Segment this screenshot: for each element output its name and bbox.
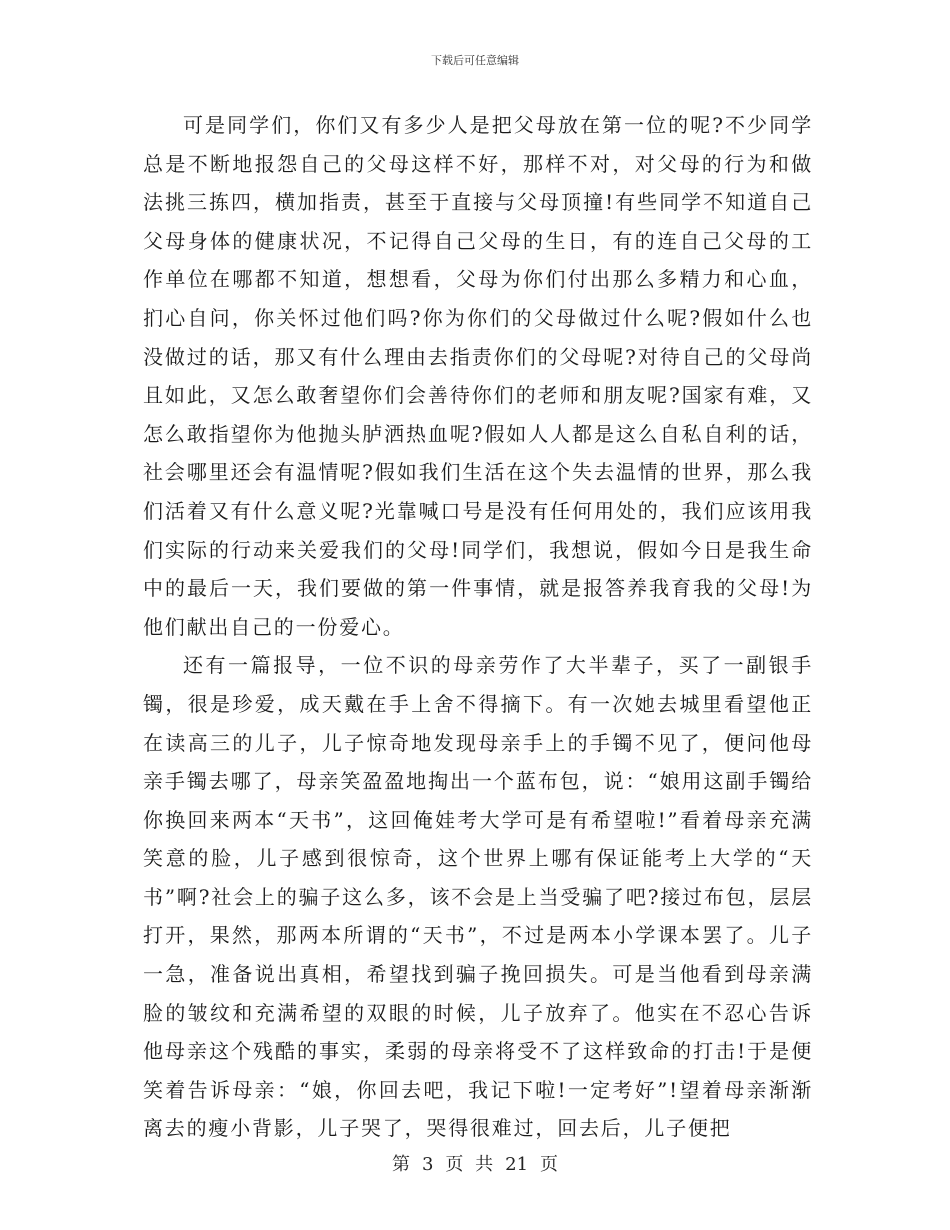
- document-body: [143, 106, 813, 1148]
- page-footer: [0, 1150, 950, 1176]
- footer-prefix: 第: [391, 1154, 410, 1175]
- paragraph-2: 还有一篇报导，一位不识的母亲劳作了大半辈子，买了一副银手镯，很是珍爱，成天戴在手上舍不得摘下。有一次她去城里看望他正在读高三的儿子，儿子惊奇地发现母亲手上的手镯不见了，便问他母亲手镯去哪了，母亲笑盈盈地掏出一个蓝布包，说：“娘用这副手镯给你换回来两本“天书”，这回俺娃考大学可是有希望啦!”看着母亲充满笑意的脸，儿子感到很惊奇，这个世界上哪有保证能考上大学的“天书”啊?社会上的骗子这么多，该不会是上当受骗了吧?接过布包，层层打开，果然，那两本所谓的“天书”，不过是两本小学课本罢了。儿子一急，准备说出真相，希望找到骗子挽回损失。可是当他看到母亲满脸的皱纹和充满希望的双眼的时候，儿子放弃了。他实在不忍心告诉他母亲这个残酷的事实，柔弱的母亲将受不了这样致命的打击!于是便笑着告诉母亲：“娘，你回去吧，我记下啦!一定考好”!望着母亲渐渐离去的瘦小背影，儿子哭了，哭得很难过，回去后，儿子便把: [143, 653, 813, 1141]
- paragraph-1: 可是同学们，你们又有多少人是把父母放在第一位的呢?不少同学总是不断地报怨自己的父母这样不好，那样不对，对父母的行为和做法挑三拣四，横加指责，甚至于直接与父母顶撞!有些同学不知道自己父母身体的健康状况，不记得自己父母的生日，有的连自己父母的工作单位在哪都不知道，想想看，父母为你们付出那么多精力和心血，扪心自问，你关怀过他们吗?你为你们的父母做过什么呢?假如什么也没做过的话，那又有什么理由去指责你们的父母呢?对待自己的父母尚且如此，又怎么敢奢望你们会善待你们的老师和朋友呢?国家有难，又怎么敢指望你为他抛头胪洒热血呢?假如人人都是这么自私自利的话，社会哪里还会有温情呢?假如我们生活在这个失去温情的世界，那么我们活着又有什么意义呢?光靠喊口号是没有任何用处的，我们应该用我们实际的行动来关爱我们的父母!同学们，我想说，假如今日是我生命中的最后一天，我们要做的第一件事情，就是报答养我育我的父母!为他们献出自己的一份爱心。: [143, 113, 813, 639]
- footer-middle: 页 共: [445, 1154, 494, 1175]
- footer-suffix: 页: [540, 1154, 559, 1175]
- page-header: 下载后可任意编辑: [431, 54, 519, 67]
- footer-page-number: 3: [421, 1154, 434, 1175]
- footer-total-pages: 21: [505, 1154, 529, 1175]
